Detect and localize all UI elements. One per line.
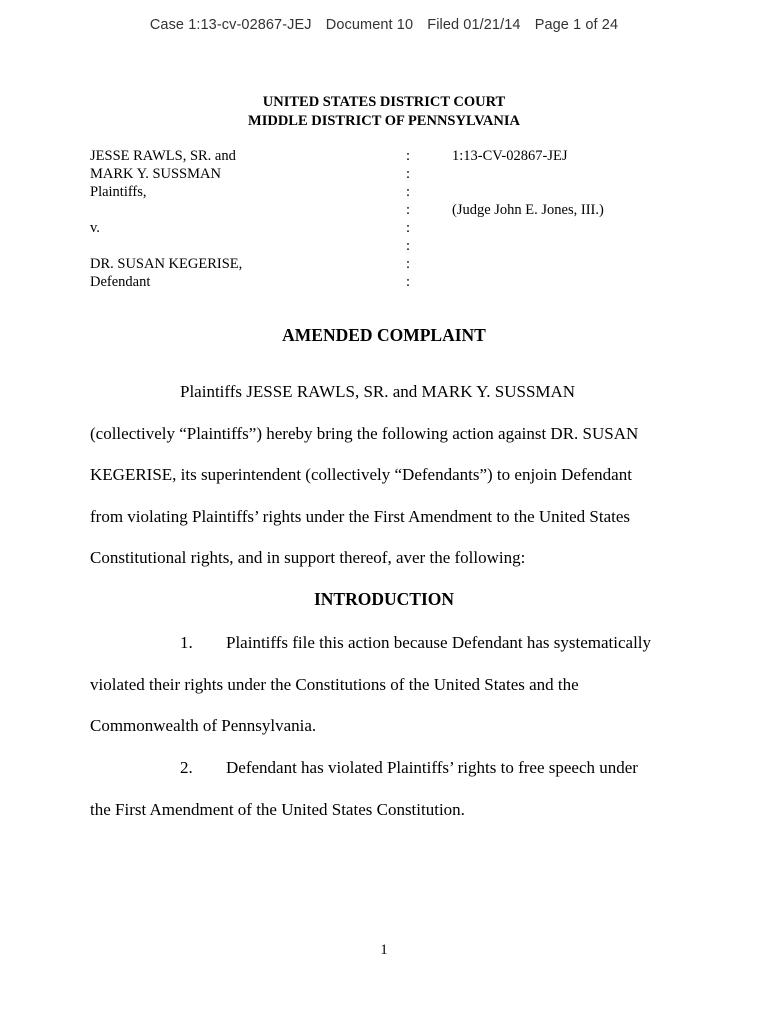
caption-colon: : bbox=[406, 238, 411, 254]
paragraph-line: Plaintiffs JESSE RAWLS, SR. and MARK Y. SUSSMAN bbox=[180, 382, 576, 401]
caption-party-line: JESSE RAWLS, SR. and bbox=[90, 148, 236, 164]
caption-party-line: v. bbox=[90, 220, 100, 236]
document-title: AMENDED COMPLAINT bbox=[282, 325, 486, 345]
caption-party-line: DR. SUSAN KEGERISE, bbox=[90, 256, 243, 272]
caption-party-line: MARK Y. SUSSMAN bbox=[90, 166, 221, 182]
paragraph-line: from violating Plaintiffs’ rights under the First Amendment to the United States bbox=[90, 506, 630, 526]
filed-date: Filed 01/21/14 bbox=[427, 17, 521, 33]
paragraph-line: (collectively “Plaintiffs”) hereby bring the following action against DR. SUSAN bbox=[90, 423, 639, 443]
caption-info-line bbox=[452, 273, 702, 291]
section-heading: INTRODUCTION bbox=[313, 589, 455, 609]
caption-judge: (Judge John E. Jones, III.) bbox=[452, 202, 604, 218]
paragraph-line: KEGERISE, its superintendent (collectively “Defendants”) to enjoin Defendant bbox=[90, 465, 632, 484]
numbered-paragraph bbox=[90, 622, 680, 747]
caption-party-line bbox=[90, 201, 390, 219]
paragraph-line: violated their rights under the Constitutions of the United States and the bbox=[90, 674, 579, 694]
court-title bbox=[0, 93, 768, 131]
court-district: MIDDLE DISTRICT OF PENNSYLVANIA bbox=[248, 113, 520, 129]
page-count: Page 1 of 24 bbox=[534, 17, 619, 33]
caption-info-line bbox=[452, 165, 702, 183]
caption-colon: : bbox=[406, 202, 411, 218]
caption-colon: : bbox=[406, 274, 411, 290]
paragraph-line: Plaintiffs file this action because Defendant has systematically bbox=[226, 633, 652, 652]
paragraph-line: Defendant has violated Plaintiffs’ rights to free speech under bbox=[226, 758, 638, 777]
caption-info-line bbox=[452, 183, 702, 201]
case-number: Case 1:13-cv-02867-JEJ bbox=[149, 17, 312, 33]
caption-info-line bbox=[452, 237, 702, 255]
caption-colon: : bbox=[406, 184, 411, 200]
caption-info-line bbox=[452, 255, 702, 273]
caption-colons bbox=[406, 147, 416, 291]
paragraph-line: Commonwealth of Pennsylvania. bbox=[90, 716, 317, 735]
paragraph-line: Constitutional rights, and in support thereof, aver the following: bbox=[90, 548, 526, 567]
numbered-paragraph bbox=[90, 747, 680, 830]
paragraph-number: 2. bbox=[180, 758, 193, 777]
caption-info-line bbox=[452, 219, 702, 237]
document-number: Document 10 bbox=[325, 17, 414, 33]
paragraph-first-line bbox=[90, 622, 680, 664]
caption-parties bbox=[90, 147, 390, 291]
caption-party-line: Plaintiffs, bbox=[90, 184, 147, 200]
caption-party-line bbox=[90, 237, 390, 255]
court-name: UNITED STATES DISTRICT COURT bbox=[262, 94, 506, 110]
page-number: 1 bbox=[380, 942, 388, 958]
paragraph-first-line bbox=[90, 747, 680, 789]
filing-header bbox=[0, 17, 768, 33]
paragraph-number: 1. bbox=[180, 633, 193, 652]
caption-case-info bbox=[452, 147, 702, 291]
caption-colon: : bbox=[406, 256, 411, 272]
caption-colon: : bbox=[406, 220, 411, 236]
caption-colon: : bbox=[406, 166, 411, 182]
caption-colon: : bbox=[406, 148, 411, 164]
caption-docket-number: 1:13-CV-02867-JEJ bbox=[452, 148, 568, 164]
intro-paragraph bbox=[90, 371, 680, 579]
caption-party-line: Defendant bbox=[90, 274, 151, 290]
paragraph-line: the First Amendment of the United States Constitution. bbox=[90, 799, 465, 819]
